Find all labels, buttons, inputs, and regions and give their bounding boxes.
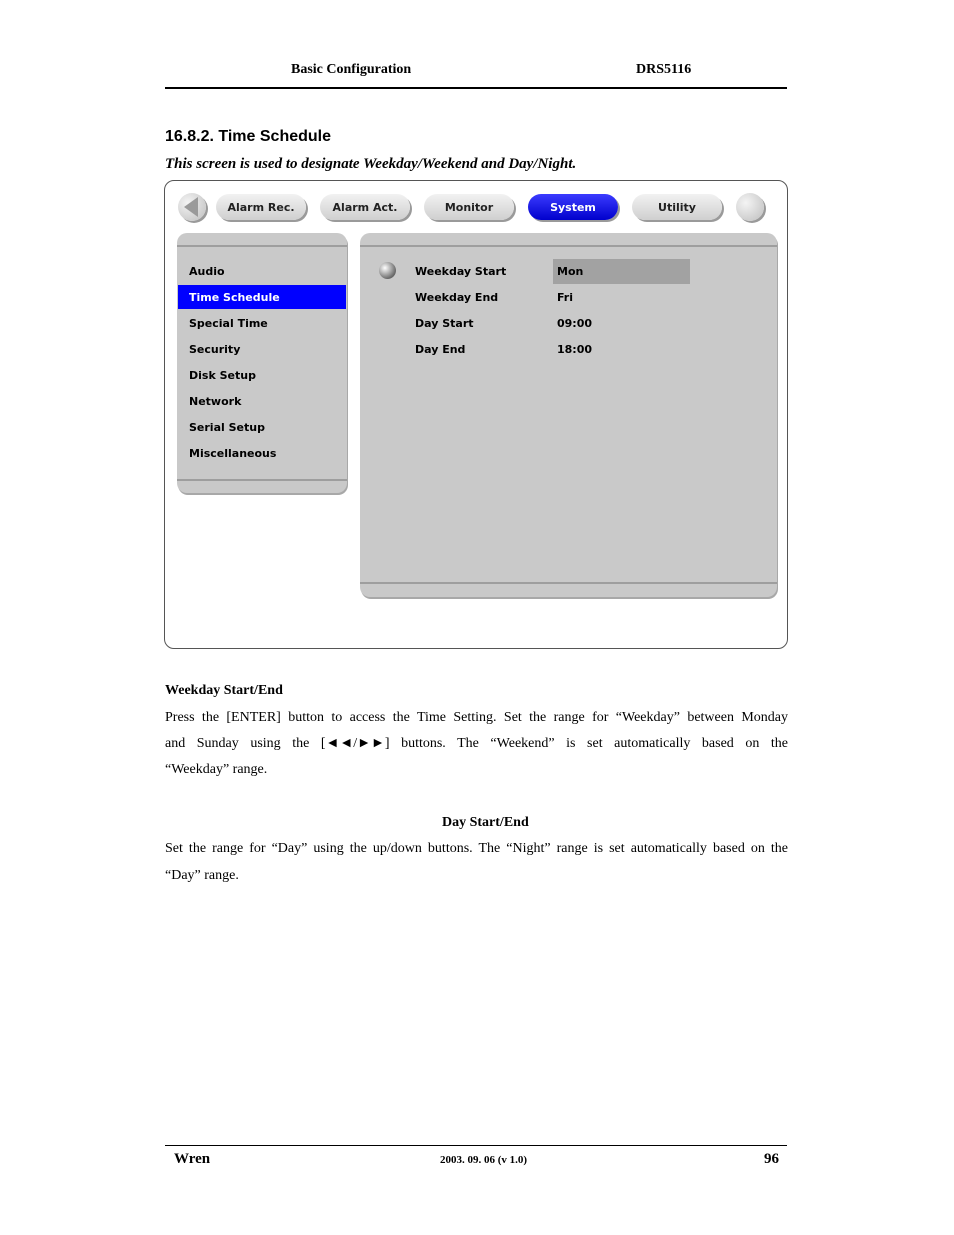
day-start-label: Day Start bbox=[415, 317, 474, 330]
menu-item-security[interactable]: Security bbox=[189, 343, 241, 356]
tab-alarm-rec[interactable]: Alarm Rec. bbox=[216, 194, 306, 220]
arrow-left-icon bbox=[184, 197, 198, 217]
day-paragraph-line: Set the range for “Day” using the up/down buttons. The “Night” range is set automatically based on the bbox=[165, 841, 788, 856]
weekday-paragraph-line: and Sunday using the [◄◄/►►] buttons. The “Weekend” is set automatically based on the bbox=[165, 736, 788, 751]
weekday-paragraph-line: Press the [ENTER] button to access the Time Setting. Set the range for “Weekday” between Monday bbox=[165, 710, 788, 725]
day-end-value[interactable]: 18:00 bbox=[557, 343, 593, 356]
tab-system[interactable]: System bbox=[528, 194, 618, 220]
header-rule bbox=[165, 87, 787, 89]
weekday-start-label: Weekday Start bbox=[415, 265, 507, 278]
weekday-start-value[interactable]: Mon bbox=[557, 265, 584, 278]
menu-panel-bottom-line bbox=[177, 479, 347, 481]
tab-utility[interactable]: Utility bbox=[632, 194, 722, 220]
day-start-value[interactable]: 09:00 bbox=[557, 317, 593, 330]
content-panel-bottom-line bbox=[360, 582, 777, 584]
menu-item-time-schedule[interactable]: Time Schedule bbox=[189, 291, 280, 304]
footer-rule bbox=[165, 1145, 787, 1146]
day-paragraph-line: “Day” range. bbox=[165, 868, 239, 883]
day-end-label: Day End bbox=[415, 343, 466, 356]
content-panel-top-line bbox=[360, 245, 777, 247]
footer-date: 2003. 09. 06 (v 1.0) bbox=[440, 1154, 528, 1166]
menu-panel-top-line bbox=[177, 245, 347, 247]
back-arrow-button[interactable] bbox=[178, 193, 206, 221]
day-heading: Day Start/End bbox=[442, 815, 529, 830]
footer-left: Wren bbox=[174, 1151, 211, 1167]
weekday-end-value[interactable]: Fri bbox=[557, 291, 574, 304]
menu-item-disk-setup[interactable]: Disk Setup bbox=[189, 369, 256, 382]
menu-item-serial-setup[interactable]: Serial Setup bbox=[189, 421, 265, 434]
weekday-heading: Weekday Start/End bbox=[165, 683, 283, 698]
header-left: Basic Configuration bbox=[291, 62, 412, 77]
weekday-end-label: Weekday End bbox=[415, 291, 499, 304]
section-intro: This screen is used to designate Weekday/Weekend and Day/Night. bbox=[165, 156, 577, 172]
weekday-paragraph-line: “Weekday” range. bbox=[165, 762, 268, 777]
page-number: 96 bbox=[764, 1151, 779, 1167]
menu-item-special-time[interactable]: Special Time bbox=[189, 317, 268, 330]
selection-bullet-icon bbox=[379, 262, 396, 279]
tab-monitor[interactable]: Monitor bbox=[424, 194, 514, 220]
menu-item-miscellaneous[interactable]: Miscellaneous bbox=[189, 447, 277, 460]
header-right: DRS5116 bbox=[636, 62, 692, 77]
menu-item-audio[interactable]: Audio bbox=[189, 265, 225, 278]
menu-item-network[interactable]: Network bbox=[189, 395, 242, 408]
section-title: 16.8.2. Time Schedule bbox=[165, 128, 332, 145]
tab-alarm-act[interactable]: Alarm Act. bbox=[320, 194, 410, 220]
content-panel bbox=[360, 233, 777, 597]
forward-button[interactable] bbox=[736, 193, 764, 221]
